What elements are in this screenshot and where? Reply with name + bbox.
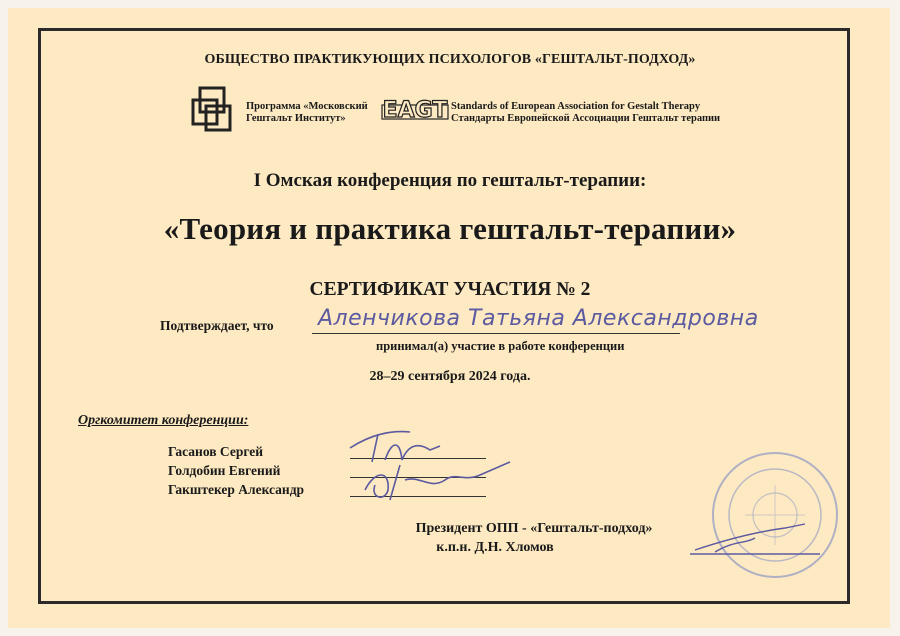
conference-dates: 28–29 сентября 2024 года. xyxy=(369,369,531,384)
name-underline xyxy=(312,333,680,334)
president-title: Президент ОПП - «Гештальт-подход» xyxy=(415,521,653,536)
conference-title: I Омская конференция по гештальт-терапии: xyxy=(253,170,647,191)
committee-member-1: Гасанов Сергей xyxy=(168,444,264,459)
participant-name-handwritten: Аленчикова Татьяна Александровна xyxy=(318,306,759,331)
organization-title: ОБЩЕСТВО ПРАКТИКУЮЩИХ ПСИХОЛОГОВ «ГЕШТАЛЬТ-ПОДХОД» xyxy=(204,52,696,67)
eagt-line-1: Standards of European Association for Gestalt Therapy xyxy=(451,101,701,112)
committee-title: Оргкомитет конференции: xyxy=(78,413,249,428)
participation-text: принимал(а) участие в работе конференции xyxy=(376,339,625,353)
committee-member-2: Голдобин Евгений xyxy=(168,463,281,478)
committee-signatures-icon xyxy=(330,420,530,510)
president-signature-icon xyxy=(685,510,825,570)
program-line-2: Гештальт Институт» xyxy=(246,113,346,124)
program-caption xyxy=(246,101,368,125)
eagt-line-2: Стандарты Европейской Ассоциации Гештальт терапии xyxy=(451,113,721,124)
conference-theme: «Теория и практика гештальт-терапии» xyxy=(163,211,737,246)
eagt-logo-text: EAGT xyxy=(382,98,448,123)
eagt-caption xyxy=(451,101,720,125)
program-line-1: Программа «Московский xyxy=(246,101,368,112)
confirm-label: Подтверждает, что xyxy=(160,318,274,333)
eagt-logo-icon xyxy=(380,93,450,123)
certificate-heading: СЕРТИФИКАТ УЧАСТИЯ № 2 xyxy=(309,279,591,300)
overlapping-squares-logo-icon xyxy=(190,86,240,136)
president-name: к.п.н. Д.Н. Хломов xyxy=(436,540,554,555)
committee-member-3: Гакштекер Александр xyxy=(168,482,305,497)
